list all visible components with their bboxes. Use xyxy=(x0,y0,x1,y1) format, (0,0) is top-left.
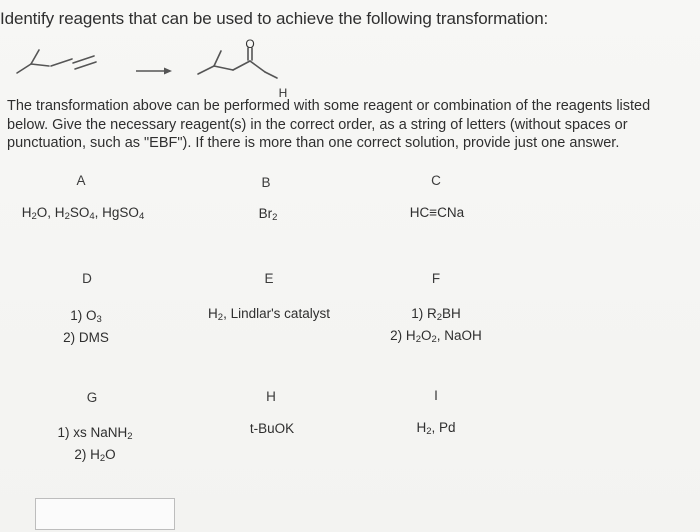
reagent-h: t-BuOK xyxy=(249,421,295,436)
reagent-a: $H_2O$, $H_2SO_4$, HgSO$_4$ xyxy=(21,205,145,222)
reagent-letter-d: D xyxy=(82,271,92,286)
reagent-i: $H_2$, Pd xyxy=(416,420,456,437)
answer-input[interactable] xyxy=(35,498,175,530)
question-title: Identify reagents that can be used to achieve the following transformation: xyxy=(0,9,549,28)
reaction-scheme xyxy=(0,36,700,101)
reagent-letter-i: I xyxy=(434,388,438,403)
reaction-drawing xyxy=(0,36,700,101)
reagent-letter-a: A xyxy=(76,173,86,188)
product-aldehyde xyxy=(198,48,277,78)
reagent-letter-b: B xyxy=(261,175,271,190)
reaction-arrow-icon xyxy=(136,68,172,75)
starting-alkyne xyxy=(17,50,96,73)
reagent-d: 1) $O_3$ 2) DMS xyxy=(63,308,109,345)
reagent-letter-f: F xyxy=(431,271,441,286)
hydrogen-atom-label: H xyxy=(278,86,288,100)
reagent-letter-h: H xyxy=(266,389,276,404)
reagent-f: 1) $R_2BH$ 2) $H_2O_2$, NaOH xyxy=(390,306,482,345)
question-prompt: The transformation above can be performed with some reagent or combination of the reagents listed below. Give the necessary reagent(s) in the correct order, as a string of letters (without spaces or punctuation, such as "EBF"). If there is more than one correct solution, provide just one answer. xyxy=(7,98,651,151)
reagent-e: $H_2$, Lindlar's catalyst xyxy=(208,306,330,323)
reagent-letter-e: E xyxy=(264,271,274,286)
oxygen-atom-label: O xyxy=(245,37,255,51)
reagent-letter-c: C xyxy=(431,173,441,188)
reagent-letter-g: G xyxy=(86,390,98,405)
reagent-g: 1) xs NaNH$_2$ 2) $H_2O$ xyxy=(57,425,133,464)
reagent-b: $Br_2$ xyxy=(258,206,278,223)
reagent-c: HC≡CNa xyxy=(409,205,465,220)
